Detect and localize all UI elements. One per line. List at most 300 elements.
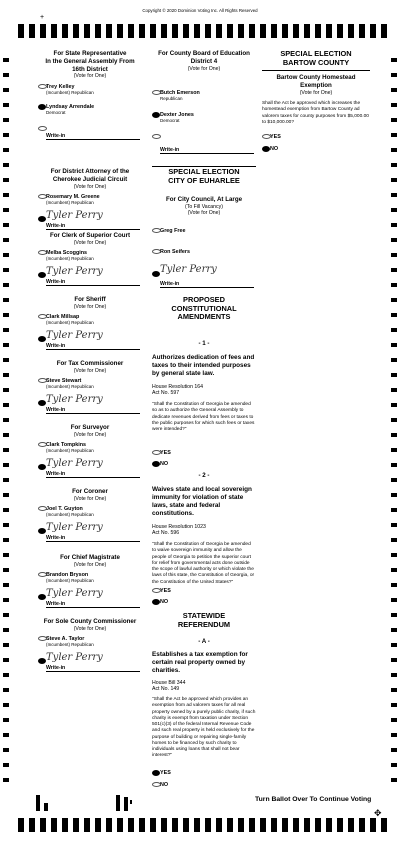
candidate-party: Democrat bbox=[160, 118, 180, 124]
option-candidate[interactable] bbox=[46, 250, 142, 262]
option-candidate[interactable] bbox=[46, 378, 142, 390]
candidate-party: (Incumbent) Republican bbox=[46, 384, 94, 390]
question-text: Shall the Act be approved which increases the homestead exemption from Bartow County ad valorem taxes for county purposes from $5,000.00 to $10,000.00? bbox=[262, 101, 369, 125]
statewide-referendum-heading bbox=[152, 612, 256, 636]
vote-instruction: (Vote for One) bbox=[73, 561, 107, 568]
timing-mark bbox=[293, 24, 299, 38]
contest-title: For Coroner bbox=[72, 488, 108, 495]
vote-oval[interactable] bbox=[152, 249, 161, 254]
timing-mark bbox=[216, 24, 222, 38]
timing-mark bbox=[271, 818, 277, 832]
timing-mark bbox=[391, 88, 397, 92]
candidate-party: (Incumbent) Republican bbox=[46, 200, 94, 206]
timing-mark bbox=[29, 24, 35, 38]
registration-mark: + bbox=[40, 14, 45, 21]
candidate-name: Lyndsay Arrendale bbox=[46, 104, 95, 110]
contest-title: For County Board of Education bbox=[158, 50, 250, 57]
section-heading: AMENDMENTS bbox=[177, 312, 231, 322]
timing-mark bbox=[391, 538, 397, 542]
timing-mark bbox=[128, 818, 134, 832]
amendment-question: "Shall the Constitution of Georgia be amended to waive sovereign immunity and allow the people of Georgia to petition the superior court for relief from governmental acts done outside the scope of lawful authority or which violate the laws of this state, the Constitution of Georgia, or the Constitution of the United States?" bbox=[152, 542, 255, 585]
timing-mark bbox=[260, 24, 266, 38]
timing-mark bbox=[391, 223, 397, 227]
timing-mark bbox=[3, 598, 9, 602]
timing-mark bbox=[391, 193, 397, 197]
timing-mark bbox=[326, 818, 332, 832]
timing-mark bbox=[3, 373, 9, 377]
contest-board-of-education bbox=[152, 50, 256, 166]
candidate-name: Steve A. Taylor bbox=[46, 636, 85, 642]
timing-mark bbox=[391, 568, 397, 572]
timing-mark bbox=[391, 373, 397, 377]
timing-mark bbox=[3, 148, 9, 152]
vote-oval[interactable] bbox=[38, 572, 47, 577]
timing-mark bbox=[3, 283, 9, 287]
write-in-label: Write-in bbox=[160, 147, 180, 154]
vote-oval-filled[interactable] bbox=[38, 216, 46, 222]
option-candidate[interactable] bbox=[46, 506, 142, 518]
handwritten-write-in: Tyler Perry bbox=[46, 330, 103, 341]
timing-mark bbox=[249, 24, 255, 38]
timing-mark bbox=[3, 718, 9, 722]
copyright-notice: Copyright © 2020 Dominion Voting Inc. All Rights Reserved bbox=[142, 8, 258, 13]
amendment-question: "Shall the Constitution of Georgia be amended so as to authorize the General Assembly to dedicate revenues derived from fees or taxes to the public purposes for which such fees or taxes were intended?" bbox=[152, 402, 255, 433]
timing-mark bbox=[3, 538, 9, 542]
option-label: NO bbox=[270, 146, 279, 152]
timing-mark bbox=[359, 818, 365, 832]
section-heading: STATEWIDE bbox=[182, 612, 226, 620]
special-election-euharlee bbox=[152, 168, 256, 196]
timing-mark bbox=[3, 343, 9, 347]
timing-mark bbox=[391, 523, 397, 527]
timing-mark bbox=[282, 24, 288, 38]
vote-oval-filled[interactable] bbox=[38, 104, 46, 110]
timing-mark bbox=[40, 818, 46, 832]
timing-mark bbox=[293, 818, 299, 832]
timing-mark bbox=[3, 583, 9, 587]
timing-mark bbox=[84, 818, 90, 832]
contest-5 bbox=[38, 424, 142, 488]
vote-instruction: (Vote for One) bbox=[299, 89, 333, 96]
section-heading: SPECIAL ELECTION bbox=[280, 49, 352, 58]
timing-mark bbox=[3, 193, 9, 197]
candidate-name: Butch Emerson bbox=[160, 90, 200, 96]
vote-oval[interactable] bbox=[38, 378, 47, 383]
contest-title: For Chief Magistrate bbox=[60, 554, 120, 561]
timing-mark bbox=[391, 103, 397, 107]
timing-mark bbox=[391, 463, 397, 467]
candidate-party: (Incumbent) Republican bbox=[46, 320, 94, 326]
timing-mark bbox=[282, 818, 288, 832]
contest-title: In the General Assembly From bbox=[45, 57, 135, 65]
timing-mark bbox=[304, 818, 310, 832]
timing-mark bbox=[172, 24, 178, 38]
option-label: NO bbox=[160, 461, 169, 467]
contest-title: For District Attorney of the bbox=[50, 168, 130, 175]
timing-mark bbox=[117, 24, 123, 38]
timing-mark bbox=[106, 818, 112, 832]
vote-oval[interactable] bbox=[38, 506, 47, 511]
timing-mark bbox=[337, 818, 343, 832]
option-ron-seifers[interactable] bbox=[160, 249, 256, 255]
option-label: NO bbox=[160, 782, 169, 788]
timing-mark bbox=[3, 523, 9, 527]
timing-mark bbox=[106, 24, 112, 38]
timing-mark bbox=[370, 24, 376, 38]
timing-mark bbox=[348, 818, 354, 832]
write-in-line[interactable] bbox=[160, 142, 254, 154]
candidate-name: Ron Seifers bbox=[160, 249, 190, 255]
section-heading: SPECIAL ELECTION bbox=[168, 168, 240, 176]
amendment-title: Waives state and local sovereign immunity for violation of state laws, state and federal constitutions. bbox=[152, 485, 252, 517]
vote-oval-filled[interactable] bbox=[262, 146, 270, 152]
timing-mark bbox=[205, 818, 211, 832]
write-in-line[interactable] bbox=[46, 596, 140, 608]
timing-mark bbox=[391, 718, 397, 722]
timing-mark bbox=[391, 613, 397, 617]
timing-mark bbox=[73, 24, 79, 38]
timing-mark bbox=[3, 418, 9, 422]
candidate-name: Steve Stewart bbox=[46, 378, 82, 384]
resolution-number: House Resolution 1023 bbox=[152, 523, 206, 530]
timing-mark bbox=[391, 748, 397, 752]
proposed-amendments-heading bbox=[152, 296, 256, 334]
timing-mark bbox=[183, 24, 189, 38]
handwritten-write-in: Tyler Perry bbox=[46, 588, 103, 599]
vote-instruction: (Vote for One) bbox=[73, 625, 107, 632]
amendment-2 bbox=[152, 470, 256, 612]
timing-mark bbox=[161, 24, 167, 38]
timing-mark bbox=[391, 403, 397, 407]
timing-mark bbox=[194, 818, 200, 832]
write-in-label: Write-in bbox=[46, 223, 66, 230]
vote-oval[interactable] bbox=[152, 134, 161, 139]
timing-mark bbox=[391, 673, 397, 677]
timing-mark bbox=[238, 24, 244, 38]
write-in-line[interactable] bbox=[46, 274, 140, 286]
timing-mark bbox=[391, 58, 397, 62]
timing-mark bbox=[391, 688, 397, 692]
vote-oval-filled[interactable] bbox=[38, 336, 46, 342]
referendum-a bbox=[152, 636, 256, 796]
timing-mark bbox=[3, 733, 9, 737]
option-label: YES bbox=[160, 770, 171, 776]
resolution-number: House Resolution 164 bbox=[152, 383, 204, 390]
timing-mark bbox=[216, 818, 222, 832]
vote-oval[interactable] bbox=[262, 134, 271, 139]
timing-mark bbox=[3, 328, 9, 332]
write-in-label: Write-in bbox=[46, 535, 66, 542]
timing-mark bbox=[183, 818, 189, 832]
timing-mark bbox=[391, 298, 397, 302]
timing-mark bbox=[304, 24, 310, 38]
option-candidate[interactable] bbox=[46, 572, 142, 584]
timing-mark bbox=[315, 818, 321, 832]
timing-mark bbox=[3, 748, 9, 752]
contest-title: District 4 bbox=[190, 57, 218, 65]
timing-mark bbox=[359, 24, 365, 38]
timing-mark bbox=[3, 493, 9, 497]
timing-mark bbox=[3, 223, 9, 227]
timing-mark bbox=[260, 818, 266, 832]
timing-mark bbox=[391, 253, 397, 257]
timing-mark bbox=[18, 818, 24, 832]
timing-mark bbox=[3, 163, 9, 167]
timing-mark bbox=[3, 253, 9, 257]
write-in-line[interactable] bbox=[46, 660, 140, 672]
write-in-label: Write-in bbox=[46, 279, 66, 286]
write-in-label: Write-in bbox=[46, 471, 66, 478]
option-candidate[interactable] bbox=[46, 194, 142, 206]
vote-oval[interactable] bbox=[38, 442, 47, 447]
handwritten-write-in: Tyler Perry bbox=[46, 394, 103, 405]
contest-title: For Surveyor bbox=[70, 424, 110, 431]
vote-oval-filled[interactable] bbox=[38, 272, 46, 278]
vote-oval-filled[interactable] bbox=[38, 528, 46, 534]
timing-mark bbox=[51, 24, 57, 38]
timing-mark bbox=[391, 658, 397, 662]
timing-mark bbox=[391, 358, 397, 362]
timing-mark bbox=[381, 818, 387, 832]
timing-mark bbox=[3, 568, 9, 572]
timing-mark bbox=[391, 208, 397, 212]
act-number: Act No. 149 bbox=[152, 685, 180, 692]
option-candidate[interactable] bbox=[46, 314, 142, 326]
contest-7 bbox=[38, 554, 142, 618]
candidate-name: Trey Kelley bbox=[46, 84, 75, 90]
contest-1 bbox=[38, 168, 142, 232]
write-in-label: Write-in bbox=[46, 133, 66, 140]
timing-mark bbox=[348, 24, 354, 38]
timing-mark bbox=[3, 73, 9, 77]
vote-instruction: (Vote for One) bbox=[73, 183, 107, 190]
write-in-label: Write-in bbox=[46, 665, 66, 672]
timing-mark bbox=[3, 778, 9, 782]
write-in-line[interactable] bbox=[46, 466, 140, 478]
candidate-name: Clark Millsap bbox=[46, 314, 80, 320]
contest-title: Bartow County Homestead Exemption bbox=[262, 70, 370, 90]
vote-oval-filled[interactable] bbox=[152, 770, 160, 776]
timing-mark bbox=[391, 733, 397, 737]
timing-marks-top bbox=[0, 24, 400, 38]
amendment-number: - 1 - bbox=[198, 340, 210, 347]
vote-oval-filled[interactable] bbox=[38, 658, 46, 664]
vote-oval[interactable] bbox=[38, 314, 47, 319]
write-in-label: Write-in bbox=[46, 601, 66, 608]
timing-mark bbox=[391, 163, 397, 167]
timing-mark bbox=[194, 24, 200, 38]
timing-mark bbox=[3, 553, 9, 557]
vote-oval[interactable] bbox=[152, 90, 161, 95]
vote-oval-filled[interactable] bbox=[152, 461, 160, 467]
option-yes[interactable] bbox=[270, 134, 370, 140]
timing-mark bbox=[391, 238, 397, 242]
candidate-name: Clark Tompkins bbox=[46, 442, 87, 448]
timing-mark bbox=[391, 508, 397, 512]
write-in-line[interactable] bbox=[46, 402, 140, 414]
timing-mark bbox=[391, 343, 397, 347]
amendment-title: Authorizes dedication of fees and taxes to their intended purposes by general state law. bbox=[152, 353, 255, 377]
timing-mark bbox=[391, 178, 397, 182]
section-heading: REFERENDUM bbox=[177, 619, 231, 629]
timing-mark bbox=[62, 818, 68, 832]
timing-mark bbox=[391, 778, 397, 782]
timing-mark bbox=[391, 628, 397, 632]
vote-instruction: (Vote for One) bbox=[73, 431, 107, 438]
timing-mark bbox=[391, 448, 397, 452]
vote-instruction: (Vote for One) bbox=[73, 73, 107, 80]
write-in-line[interactable] bbox=[46, 128, 140, 140]
contest-title: For Tax Commissioner bbox=[56, 360, 124, 367]
section-heading: BARTOW COUNTY bbox=[282, 57, 350, 67]
timing-mark bbox=[3, 358, 9, 362]
option-yes[interactable] bbox=[160, 450, 256, 456]
option-candidate[interactable] bbox=[46, 104, 142, 116]
section-heading: CONSTITUTIONAL bbox=[171, 303, 237, 313]
candidate-name: Brandon Bryson bbox=[46, 572, 89, 578]
candidate-party: (Incumbent) Republican bbox=[46, 578, 94, 584]
vote-oval-filled[interactable] bbox=[38, 464, 46, 470]
contest-8 bbox=[38, 618, 142, 684]
timing-mark bbox=[3, 388, 9, 392]
timing-mark bbox=[391, 118, 397, 122]
option-label: YES bbox=[160, 450, 171, 456]
timing-mark bbox=[3, 208, 9, 212]
timing-mark bbox=[3, 703, 9, 707]
write-in-label: Write-in bbox=[46, 343, 66, 350]
timing-mark bbox=[370, 818, 376, 832]
vote-oval-filled[interactable] bbox=[38, 594, 46, 600]
timing-mark bbox=[40, 24, 46, 38]
contest-2 bbox=[38, 232, 142, 296]
vote-instruction: (Vote for One) bbox=[73, 303, 107, 310]
timing-mark bbox=[315, 24, 321, 38]
option-candidate[interactable] bbox=[46, 636, 142, 648]
timing-mark bbox=[391, 478, 397, 482]
candidate-party: (Incumbent) Republican bbox=[46, 90, 94, 96]
timing-mark bbox=[150, 24, 156, 38]
option-candidate[interactable] bbox=[46, 84, 142, 96]
option-candidate[interactable] bbox=[46, 442, 142, 454]
vote-oval[interactable] bbox=[38, 84, 47, 89]
vote-oval-filled[interactable] bbox=[152, 271, 160, 277]
contest-title: Cherokee Judicial Circuit bbox=[52, 175, 128, 183]
column-3 bbox=[262, 49, 370, 152]
write-in-line[interactable] bbox=[46, 338, 140, 350]
timing-mark bbox=[271, 24, 277, 38]
option-greg-free[interactable] bbox=[160, 228, 256, 234]
vote-instruction: (Vote for One) bbox=[187, 210, 221, 217]
candidate-party: (Incumbent) Republican bbox=[46, 448, 94, 454]
vote-oval-filled[interactable] bbox=[152, 599, 160, 605]
vote-oval[interactable] bbox=[38, 194, 47, 199]
contest-title: 16th District bbox=[72, 65, 108, 73]
timing-mark bbox=[3, 403, 9, 407]
timing-mark bbox=[3, 643, 9, 647]
vote-oval-filled[interactable] bbox=[38, 400, 46, 406]
candidate-party: (Incumbent) Republican bbox=[46, 512, 94, 518]
contest-title: For Sheriff bbox=[74, 296, 106, 303]
vote-instruction: (Vote for One) bbox=[73, 495, 107, 502]
option-no[interactable] bbox=[160, 461, 256, 467]
write-in-line[interactable] bbox=[46, 218, 140, 230]
contest-6 bbox=[38, 488, 142, 554]
timing-mark bbox=[3, 103, 9, 107]
vote-oval-filled[interactable] bbox=[152, 112, 160, 118]
vote-oval[interactable] bbox=[152, 228, 161, 233]
option-yes[interactable] bbox=[160, 588, 256, 594]
timing-mark bbox=[3, 118, 9, 122]
candidate-name: Greg Free bbox=[160, 228, 186, 234]
timing-mark bbox=[391, 388, 397, 392]
timing-mark bbox=[3, 433, 9, 437]
candidate-party: Republican bbox=[160, 96, 183, 102]
timing-mark bbox=[3, 508, 9, 512]
contest-title: For State Representative bbox=[53, 50, 127, 57]
vote-oval[interactable] bbox=[152, 782, 161, 787]
option-no[interactable] bbox=[160, 782, 256, 788]
option-butch-emerson[interactable] bbox=[160, 90, 256, 102]
handwritten-write-in: Tyler Perry bbox=[46, 210, 103, 221]
timing-mark bbox=[3, 298, 9, 302]
candidate-party: (Incumbent) Republican bbox=[46, 642, 94, 648]
write-in-label: Write-in bbox=[46, 407, 66, 414]
contest-title: For Sole County Commissioner bbox=[43, 618, 137, 625]
timing-marks-bottom bbox=[0, 818, 400, 832]
section-heading: CITY OF EUHARLEE bbox=[168, 175, 240, 185]
contest-title: For Clerk of Superior Court bbox=[49, 232, 131, 239]
act-number: Act No. 597 bbox=[152, 389, 180, 396]
timing-mark bbox=[3, 178, 9, 182]
timing-mark bbox=[29, 818, 35, 832]
vote-instruction: (Vote for One) bbox=[73, 367, 107, 374]
vote-oval[interactable] bbox=[38, 636, 47, 641]
candidate-party: Democrat bbox=[46, 110, 66, 116]
corner-registration-icon: ✥ bbox=[374, 808, 382, 818]
option-no[interactable] bbox=[270, 146, 370, 152]
timing-mark bbox=[391, 643, 397, 647]
timing-mark bbox=[161, 818, 167, 832]
vote-oval[interactable] bbox=[38, 250, 47, 255]
vote-instruction: (Vote for One) bbox=[187, 65, 221, 72]
handwritten-write-in: Tyler Perry bbox=[160, 264, 217, 275]
timing-mark bbox=[381, 24, 387, 38]
bill-number: House Bill 344 bbox=[152, 679, 186, 686]
option-yes[interactable] bbox=[160, 770, 256, 776]
timing-mark bbox=[139, 818, 145, 832]
timing-mark bbox=[3, 268, 9, 272]
write-in-line[interactable] bbox=[160, 276, 254, 288]
option-no[interactable] bbox=[160, 599, 256, 605]
section-heading: PROPOSED bbox=[183, 296, 225, 304]
timing-mark bbox=[3, 133, 9, 137]
contest-subtitle: (To Fill Vacancy) bbox=[185, 203, 223, 210]
amendment-number: - 2 - bbox=[198, 472, 210, 479]
vote-oval[interactable] bbox=[152, 588, 161, 593]
timing-mark bbox=[227, 24, 233, 38]
write-in-line[interactable] bbox=[46, 530, 140, 542]
timing-mark bbox=[128, 24, 134, 38]
timing-mark bbox=[3, 238, 9, 242]
timing-mark bbox=[3, 763, 9, 767]
timing-mark bbox=[3, 88, 9, 92]
vote-oval[interactable] bbox=[152, 450, 161, 455]
timing-mark bbox=[391, 328, 397, 332]
timing-mark bbox=[391, 583, 397, 587]
option-dexter-jones[interactable] bbox=[160, 112, 256, 124]
timing-mark bbox=[391, 268, 397, 272]
timing-mark bbox=[18, 24, 24, 38]
